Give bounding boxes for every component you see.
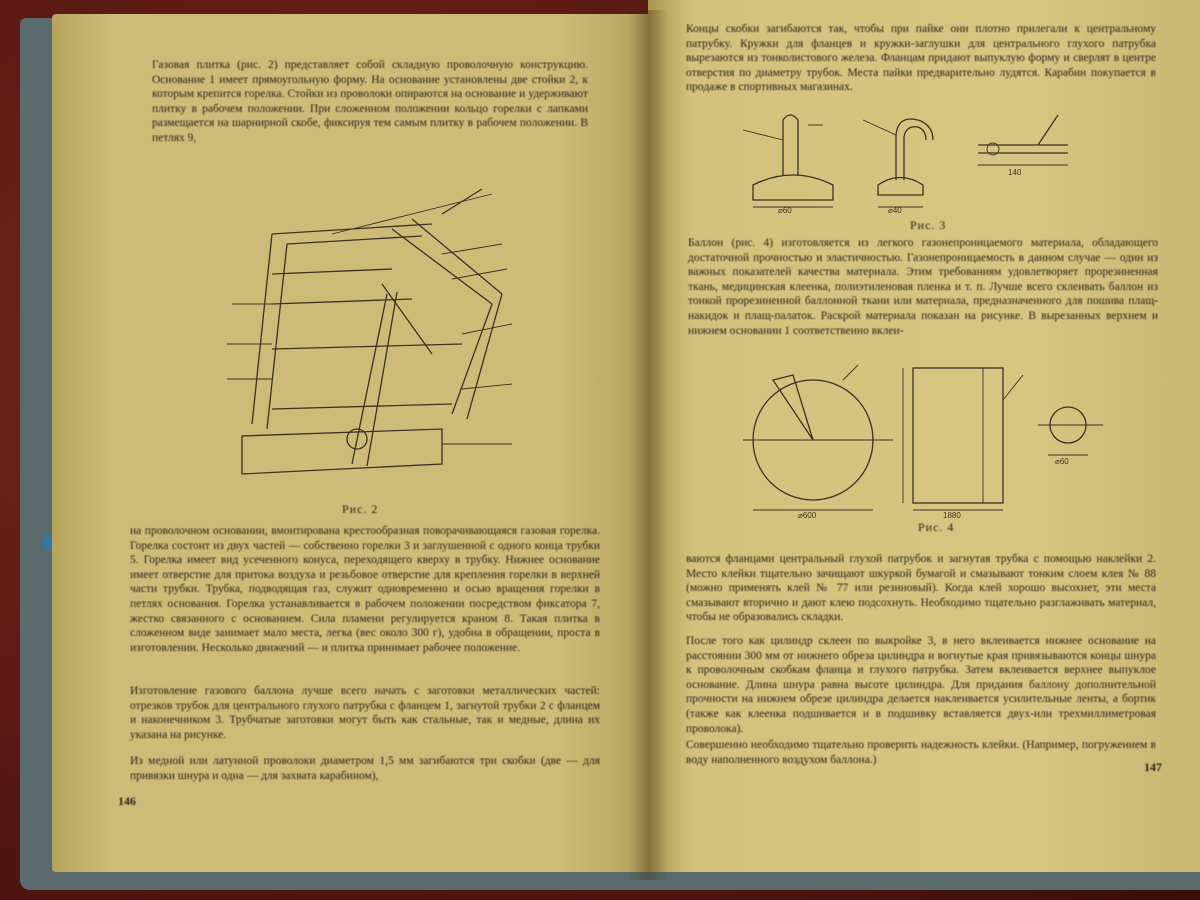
right-paragraph-3 [686,552,1156,625]
left-paragraph-1 [152,58,588,146]
right-page [648,0,1200,872]
right-paragraph-5 [686,738,1156,767]
right-paragraph-4 [686,634,1156,736]
right-paragraph-1 [686,22,1156,95]
figure-3-caption: Рис. 3 [910,218,947,232]
svg-text:1880: 1880 [943,511,961,520]
left-page [52,14,648,872]
left-page-number: 146 [118,794,136,808]
left-paragraph-4 [130,754,600,783]
left-paragraph-4-text: Из медной или латунной проволоки диаметром 1,5 мм загибаются три скобки (две — для привязки шнура и одна — для захвата карабином), [130,755,600,782]
svg-text:⌀600: ⌀600 [798,511,817,520]
figure-2-caption: Рис. 2 [342,502,379,516]
svg-text:⌀40: ⌀40 [888,206,902,215]
right-page-number: 147 [1144,760,1162,774]
left-paragraph-3 [130,684,600,742]
left-paragraph-2 [130,524,600,655]
right-paragraph-1-text: Концы скобки загибаются так, чтобы при пайке они плотно прилегали к центральному патрубку. Кружки для фланцев и кружки-заглушки для центрального глухого патрубка вырезаются из тонколистового железа. Фланцам придают выпуклую форму и сверлят в центре отверстия по диаметру трубок. Места пайки предварительно лудятся. Карабин покупается в продаже в спортивных магазинах. [686,23,1156,94]
right-paragraph-4-text: После того как цилиндр склеен по выкройке 3, в него вклеивается нижнее основание на расстоянии 300 мм от нижнего обреза цилиндра и вогнутые края привязываются концы шнура к проволочным скобкам фланца и глухого патрубка. Затем вклеивается верхнее выпуклое основание. Длина шнура равна высоте цилиндра. Для придания баллону дополнительной прочности на нижнем обрезе цилиндра делается наклеивается усилительные ленты, а бортик (также как клеенка подшивается и в подшивку вставляется двух-или трехмиллиметровая проволока). [686,635,1156,735]
left-paragraph-1-text: Газовая плитка (рис. 2) представляет собой складную проволочную конструкцию. Основание 1 имеет прямоугольную форму. На основание установлены две стойки 2, к которым крепится горелка. Стойки из проволоки опираются на основание и удерживают плитку в рабочем положении. При сложенном положении кольцо горелки с лапками размещается на шарнирной скобе, фиксируя тем самым плитку в рабочем положении. В петлях 9, [152,59,588,144]
figure-3-metal-parts-drawing [738,105,1078,215]
figure-2-folding-stove-drawing [212,174,512,494]
right-paragraph-5-text: Совершенно необходимо тщательно проверить надежность клейки. (Например, погружением в воду наполненного воздухом баллона.) [686,739,1156,766]
right-paragraph-2 [688,236,1158,338]
svg-text:140: 140 [1008,168,1022,177]
right-paragraph-2-text: Баллон (рис. 4) изготовляется из легкого газонепроницаемого материала, обладающего достаточной прочностью и эластичностью. Газонепроницаемость в данном случае — один из важных показателей качества материала. Этим требованиям удовлетворяет прорезиненная ткань, медицинская клеенка, полиэтиленовая пленка и т. п. Лучше всего склеивать баллон из тонкой прорезиненной баллонной ткани или материала, предназначенного для пошива плащ-накидок и плащ-палаток. Раскрой материала показан на рисунке. В вырезанных верхнем и нижнем основании 1 соответственно вклеи- [688,237,1158,337]
right-paragraph-3-text: ваются фланцами центральный глухой патрубок и загнутая трубка с помощью наклейки 2. Место клейки тщательно зачищают шкуркой бумагой и смазывают тонким слоем клея № 88 (можно применять клей № 77 или резиновый). Когда клей хорошо высохнет, эти места смазывают вторично и дают клею подсохнуть. Необходимо тщательно разглаживать материал, чтобы не образовались складки. [686,553,1156,624]
svg-text:⌀60: ⌀60 [1055,457,1069,466]
figure-4-balloon-pattern-drawing [743,360,1123,520]
figure-4-caption: Рис. 4 [918,520,955,534]
left-paragraph-3-text: Изготовление газового баллона лучше всего начать с заготовки металлических частей: отрезков трубок для центрального глухого патрубка с фланцем 1, загнутой трубки 2 с фланцем и наконечником 3. Трубчатые заготовки могут быть как стальные, так и медные, длина их указана на рисунке. [130,685,600,741]
svg-text:⌀60: ⌀60 [778,206,792,215]
book-gutter [628,10,668,880]
left-paragraph-2-text: на проволочном основании, вмонтирована крестообразная поворачивающаяся газовая горелка. Горелка состоит из двух частей — собственно горелки 3 и заглушенной с одного конца трубки 5. Горелка имеет вид усеченного конуса, переходящего кверху в трубку. Нижнее основание имеет отверстие для притока воздуха и резьбовое отверстие для крепления горелки в верхней части трубки. Трубка, подводящая газ, служит одновременно и осью вращения горелки в петлях основания. Горелка устанавливается в рабочем положении посредством фиксатора 7, жестко связанного с основанием. Сила пламени регулируется краном 8. Такая плитка в сложенном виде занимает мало места, легка (вес около 300 г), удобна в обращении, проста в изготовлении. Несколько движений — и плитка принимает рабочее положение. [130,525,600,654]
